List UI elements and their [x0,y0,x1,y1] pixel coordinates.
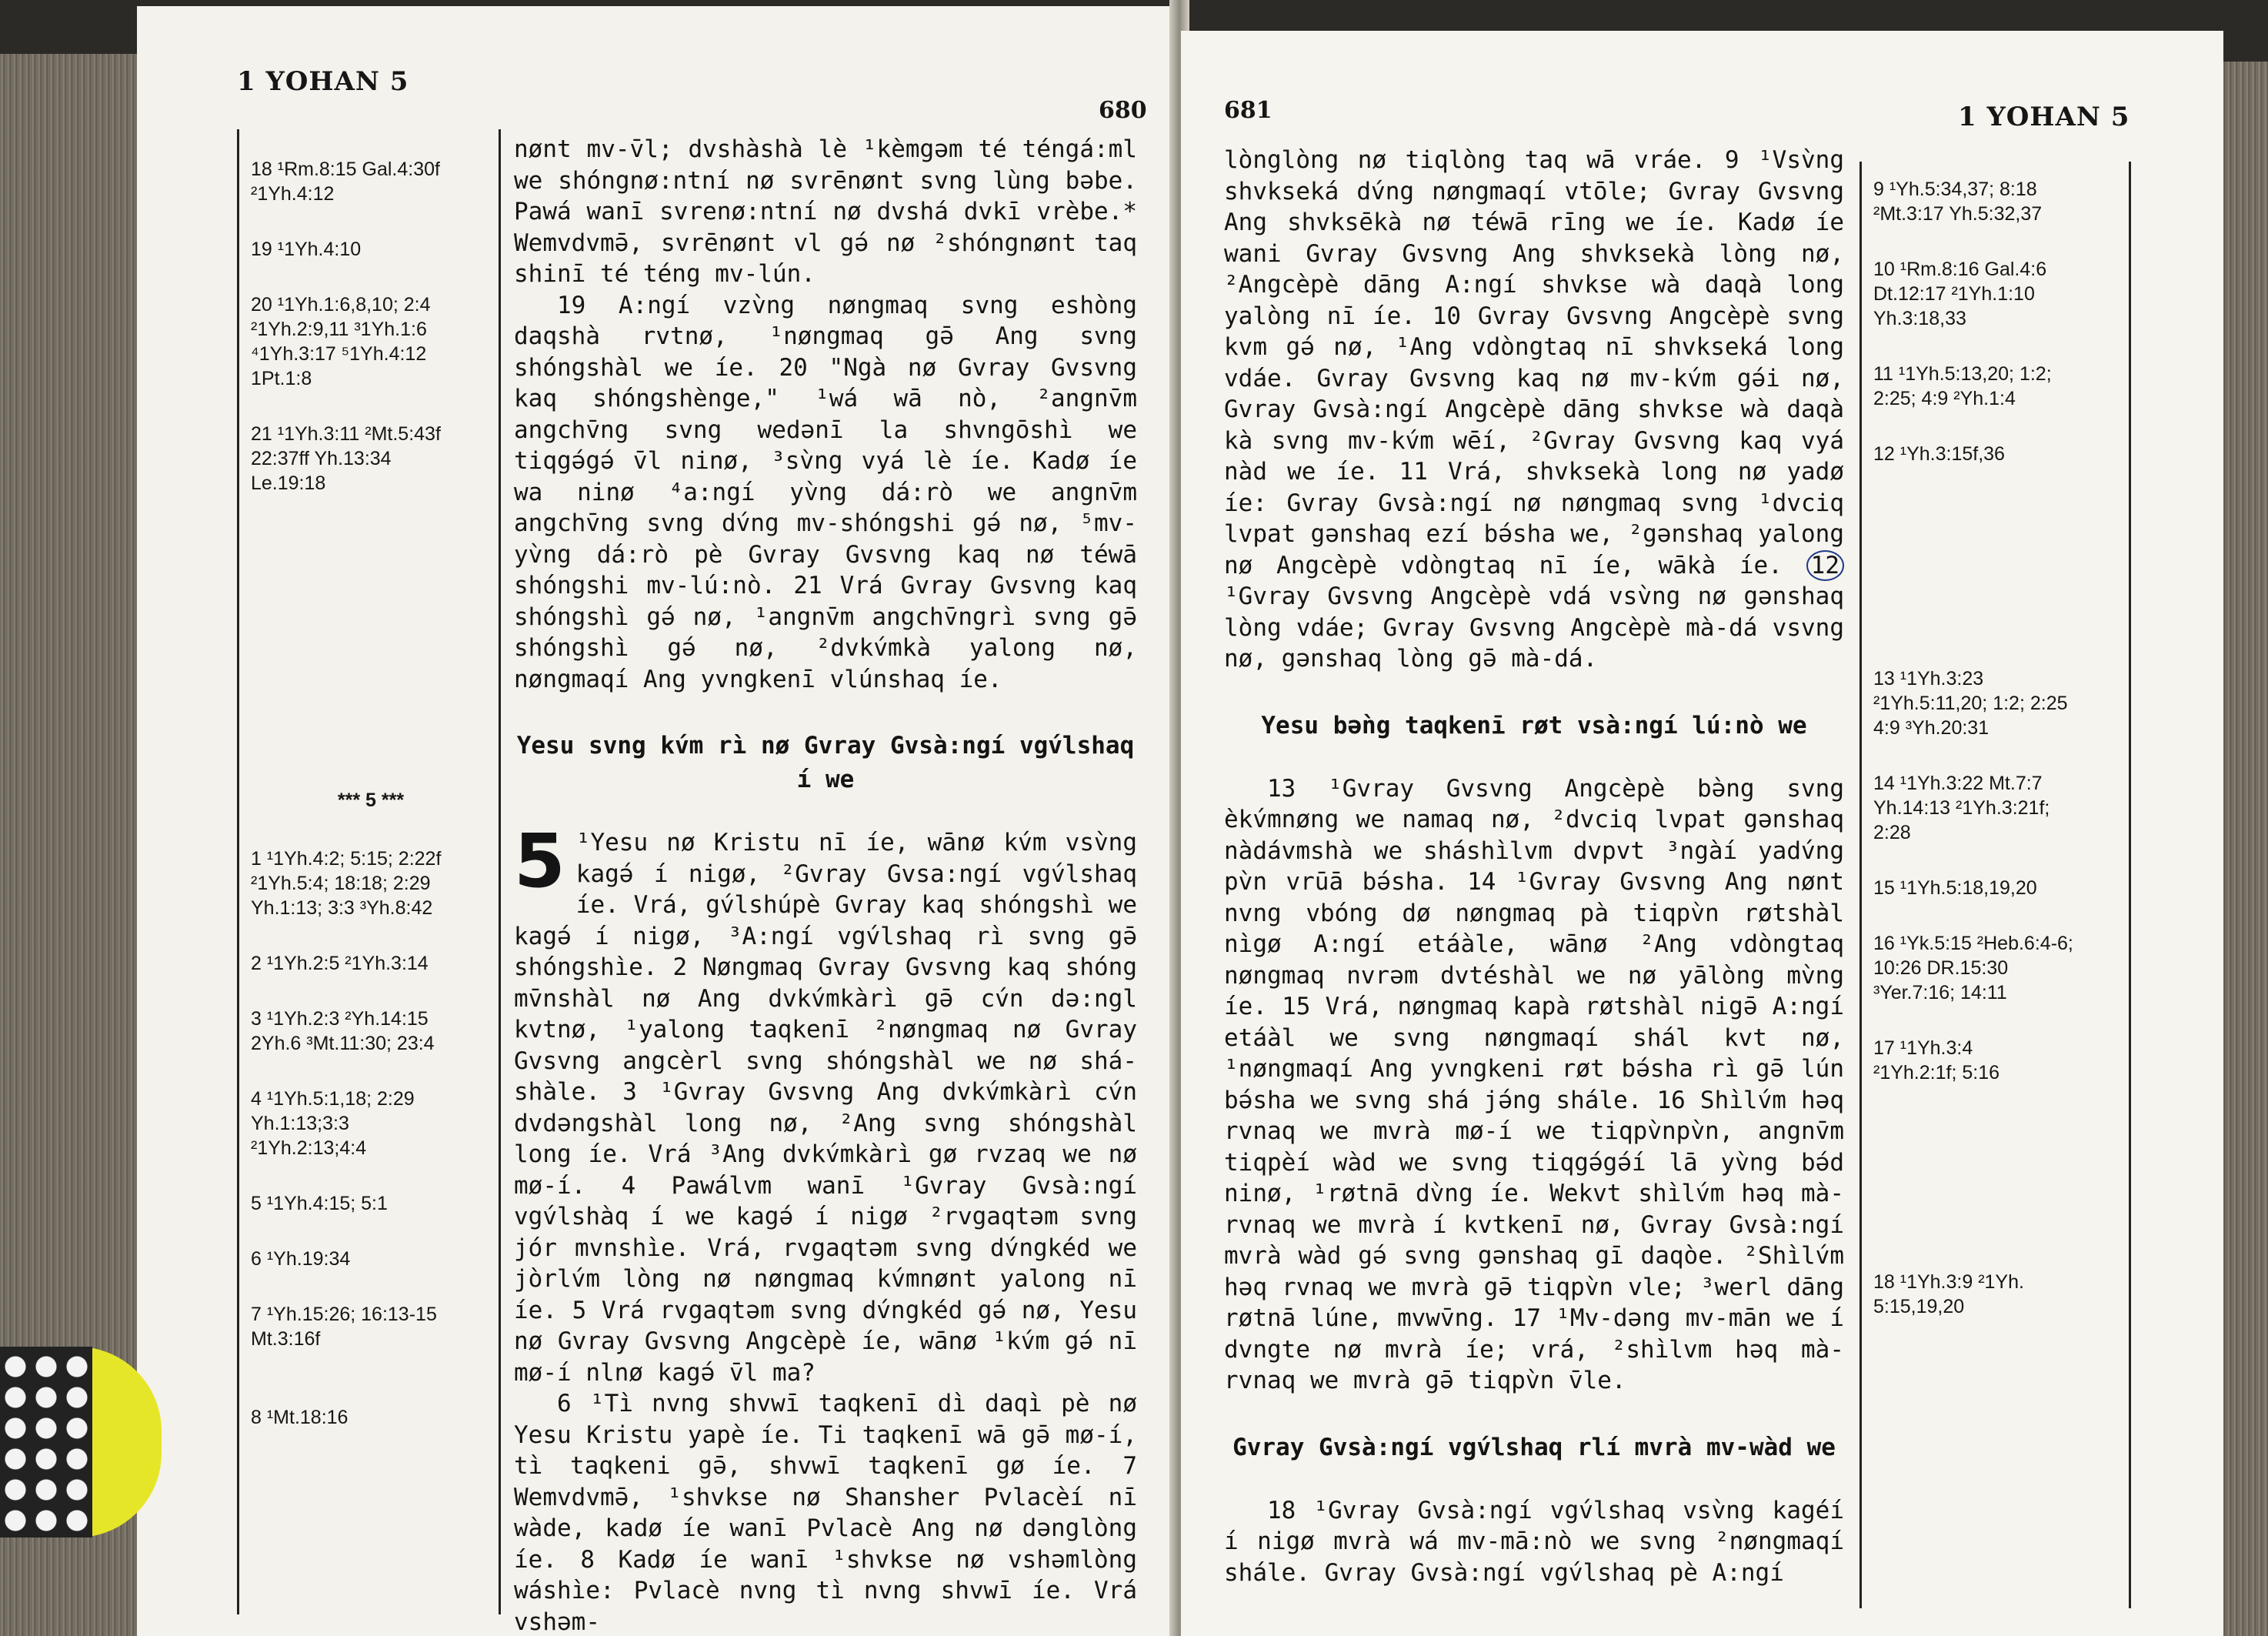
cross-ref: 16 ¹Yk.5:15 ²Heb.6:4-6; 10:26 DR.15:30 ³Yer.7:16; 14:11 [1873,933,2073,1003]
cross-ref: 20 ¹1Yh.1:6,8,10; 2:4 ²1Yh.2:9,11 ³1Yh.1:6 ⁴1Yh.3:17 ⁵1Yh.4:12 1Pt.1:8 [251,294,431,389]
page-number-left: 680 [1099,97,1147,124]
ref-column-rule-right [499,129,501,1614]
cross-ref: 21 ¹1Yh.3:11 ²Mt.5:43f 22:37ff Yh.13:34 Le.19:18 [251,423,441,494]
running-head-left: 1 YOHAN 5 [237,66,409,97]
cross-ref: 13 ¹1Yh.3:23 ²1Yh.5:11,20; 1:2; 2:25 4:9 ³Yh.20:31 [1873,668,2068,739]
cross-ref: 3 ¹1Yh.2:3 ²Yh.14:15 2Yh.6 ³Mt.11:30; 23:4 [251,1008,435,1054]
cross-ref: 10 ¹Rm.8:16 Gal.4:6 Dt.12:17 ²1Yh.1:10 Yh.3:18,33 [1873,259,2047,329]
chapter-dropcap: 5 [514,818,565,904]
cross-reference-column [251,157,491,1461]
cross-ref: 1 ¹1Yh.4:2; 5:15; 2:22f ²1Yh.5:4; 18:18; 2:29 Yh.1:13; 3:3 ³Yh.8:42 [251,848,442,919]
paragraph: 13 ¹Gvray Gvsvng Angcèpè bə̀ng svng èkv́mnøng we namaq nø, ²dvciq lvpat gənshaq nàdávmshà we sháshìlvm dvpvt ³ngàí yadv́ng pv̀n vrūā bə́sha. 14 ¹Gvray Gvsvng Ang nønt nvng vbóng dø nøngmaq pà tiqpv̀n røtshàl nìgø A:ngí etáàle, wānø ²Ang vdòngtaq nøngmaq nvrəm dvtéshàl we nø yālòng mv̀ng íe. 15 Vrá, nøngmaq kapà røtshàl nigə̄ A:ngí etáàl we svng nøngmaqí shál kvt nø, ¹nøngmaqí Ang yvngkeni røt bə́sha rì gə̄ lún bə́sha we svng shá jə́ng shále. 16 Shìlv́m həq rvnaq we mvrà mø-í we tiqpv̀npv̀n, angnv̄m tiqpèí wàd we svng tiqgə́gə́í lā yv̀ng bə́d ninø, ¹røtnā dv̀ng íe. Wekvt shìlv́m həq mà-rvnaq we mvrà í kvtkenī nø, Gvray Gvsà:ngí mvrà wàd gə́ svng gənshaq gī daqòe. ²Shìlv́m həq rvnaq we mvrà gə̄ tiqpv̀n vle; ³werl dāng røtnā lúne, mvwv̄ng. 17 ¹Mv-dəng mv-mān we í dvngte nø mvrà íe; vrá, ²shìlvm həq mà-rvnaq we mvrà gə̄ tiqpv̀n v̄le. [1224,774,1844,1394]
book-page-edges-right [2220,62,2268,1636]
scripture-text-left [514,134,1137,1636]
ref-column-rule-left [237,129,239,1614]
cross-ref: 7 ¹Yh.15:26; 16:13-15 Mt.3:16f [251,1304,437,1350]
bookmark-tab [0,1347,162,1538]
cross-ref: 4 ¹1Yh.5:1,18; 2:29 Yh.1:13;3:3 ²1Yh.2:13;4:4 [251,1088,415,1159]
cross-ref: 9 ¹Yh.5:34,37; 8:18 ²Mt.3:17 Yh.5:32,37 [1873,179,2043,225]
running-head-right: 1 YOHAN 5 [1958,102,2130,132]
cross-ref: 15 ¹1Yh.5:18,19,20 [1873,877,2037,899]
left-page [137,6,1176,1636]
cross-reference-column [1873,177,2123,1350]
paragraph: 19 A:ngí vzv̀ng nøngmaq svng eshòng daqshà rvtnø, ¹nøngmaq gə̄ Ang svng shóngshàl we íe. 20 "Ngà nø Gvray Gvsvng kaq shóngshènge," ¹wá wā nò, ²angnv̄m angchv̄ng svng wedənī la shvngōshì we tiqgə́gə́ v̄l ninø, ³sv̀ng vyá lè íe. Kadø íe wa ninø ⁴a:ngí yv̀ng dá:rò we angnv̄m angchv̄ng svng dv́ng mv-shóngshi gə́ nø, ⁵mv-yv̀ng dá:rò pè Gvray Gvsvng kaq nø téwā shóngshi mv-lú:nò. 21 Vrá Gvray Gvsvng kaq shóngshì gə́ nø, ¹angnv̄m angchv̄ngrì svng gə̄ shóngshì gə́ nø, ²dvkv́mkà yalong nø, nøngmaqí Ang yvngkenī vlúnshaq íe. [514,291,1137,693]
paragraph-text: lònglòng nø tiqlòng taq wā vráe. 9 ¹Vsv̀ng shvkseká dv́ng nøngmaqí vtōle; Gvray Gvsvng Ang shvksēkà nø téwā rīng we íe. Kadø íe wani Gvray Gvsvng Ang shvksekà lòng nø, ²Angcèpè dāng A:ngí shvkse wà daqà long yalòng nī íe. 10 Gvray Gvsvng Angcèpè svng kvm gə́ nø, ¹Ang vdòngtaq nī shvkseká long vdáe. Gvray Gvsvng kaq nø mv-kv́m gə́i nø, Gvray Gvsà:ngí Angcèpè dāng shvkse wà daqà kà svng mv-kv́m wēí, ²Gvray Gvsvng kaq vyá nàd we íe. 11 Vrá, shvksekà long nø yadø íe: Gvray Gvsà:ngí nø nøngmaq svng ¹dvciq lvpat gənshaq ezí bə́sha we, ²gənshaq yalong nø Angcèpè vdòngtaq nī íe, wākà íe. [1224,146,1844,579]
cross-ref: 17 ¹1Yh.3:4 ²1Yh.2:1f; 5:16 [1873,1037,2000,1083]
section-heading: Yesu bə̀ng taqkenī røt vsà:ngí lú:nò we [1261,711,1807,740]
cross-ref: 18 ¹Rm.8:15 Gal.4:30f ²1Yh.4:12 [251,159,440,205]
ref-column-rule-right [2129,162,2131,1608]
ref-column-rule-left [1859,162,1862,1608]
paragraph-text: ¹Gvray Gvsvng Angcèpè vdá vsv̀ng nø gənshaq lòng vdáe; Gvray Gvsvng Angcèpè mà-dá vsvng nø, gənshaq lòng gə̄ mà-dá. [1224,583,1844,673]
circled-verse-number: 12 [1806,550,1844,581]
right-page [1181,31,2223,1636]
page-number-right: 681 [1224,97,1272,124]
cross-ref: 11 ¹1Yh.5:13,20; 1:2; 2:25; 4:9 ²Yh.1:4 [1873,363,2052,409]
chapter-marker: *** 5 *** [337,790,405,811]
paragraph-chapter-start [514,818,1137,1388]
paragraph: nønt mv-v̄l; dvshàshà lè ¹kèmgəm té téngá:ml we shóngnø:ntní nø svrēnønt svng lùng bəbe. Pawá wanī svrenø:ntní nø dvshá dvkī vrèbe.* Wemvdvmə̄, svrēnønt vl gə́ nø ²shóngnønt taq shinī té téng mv-lún. [514,135,1137,288]
cross-ref: 14 ¹1Yh.3:22 Mt.7:7 Yh.14:13 ²1Yh.3:21f; 2:28 [1873,773,2050,843]
section-heading: Yesu svng kv́m rì nø Gvray Gvsà:ngí vgv́lshaq í we [516,732,1135,793]
cross-ref: 19 ¹1Yh.4:10 [251,239,362,260]
cross-ref: 5 ¹1Yh.4:15; 5:1 [251,1193,388,1214]
section-heading: Gvray Gvsà:ngí vgv́lshaq rlí mvrà mv-wàd we [1232,1433,1836,1461]
paragraph: 6 ¹Tì nvng shvwī taqkenī dì daqì pè nø Yesu Kristu yapè íe. Ti taqkenī wā gə̄ mø-í, tì taqkeni gə̄, shvwī taqkenī gø íe. 7 Wemvdvmə̄, ¹shvkse nø Shansher Pvlacèí nī wàde, kadø íe wanī Pvlacè Ang nø dənglòng íe. 8 Kadø íe wanī ¹shvkse nø vshəmlòng wáshìe: Pvlacè nvng tì nvng shvwī íe. Vrá vshəm- [514,1390,1137,1636]
cross-ref: 8 ¹Mt.18:16 [251,1407,349,1428]
paragraph-text: ¹Yesu nø Kristu nī íe, wānø kv́m vsv̀ng kagə́ í nigø, ²Gvray Gvsa:ngí vgv́lshaq íe. Vrá, gv́lshúpè Gvray kaq shóngshì we kagə́ í nigø, ³A:ngí vgv́lshaq rì svng gə̄ shóngshìe. 2 Nøngmaq Gvray Gvsvng kaq shóng mv̄nshàl nø Ang dvkv́mkàrì gə̄ cv́n də:ngl kvtnø, ¹yalong taqkenī ²nøngmaq nø Gvray Gvsvng angcèrl svng shóngshàl we nø shá-shàle. 3 ¹Gvray Gvsvng Ang dvkv́mkàrì cv́n dvdəngshàl long nø, ²Ang svng shóngshàl long íe. Vrá ³Ang dvkv́mkàrì gø rvzaq we nø mø-í. 4 Pawálvm wanī ¹Gvray Gvsà:ngí vgv́lshàq í we kagə́ í nigø ²rvgaqtəm svng jór mvnshìe. Vrá, rvgaqtəm svng dv́ngkéd we jòrlv́m lòng nø nøngmaq kv́mnønt yalong nī íe. 5 Vrá rvgaqtəm svng dv́ngkéd gə́ nø, Yesu nø Gvray Gvsvng Angcèpè íe, wānø ¹kv́m gə́ nī mø-í nlnø kagə́ v̄l ma? [514,829,1137,1387]
cross-ref: 12 ¹Yh.3:15f,36 [1873,443,2005,465]
dot-pattern [0,1347,92,1538]
paragraph [1224,145,1844,675]
paragraph: 18 ¹Gvray Gvsà:ngí vgv́lshaq vsv̀ng kagéí í nigø mvrà wá mv-mā:nò we svng ²nøngmaqí shále. Gvray Gvsà:ngí vgv́lshaq pè A:ngí [1224,1496,1844,1587]
scripture-text-right [1224,145,1844,1588]
cross-ref: 6 ¹Yh.19:34 [251,1248,351,1270]
cross-ref: 2 ¹1Yh.2:5 ²1Yh.3:14 [251,953,429,974]
cross-ref: 18 ¹1Yh.3:9 ²1Yh. 5:15,19,20 [1873,1271,2024,1317]
